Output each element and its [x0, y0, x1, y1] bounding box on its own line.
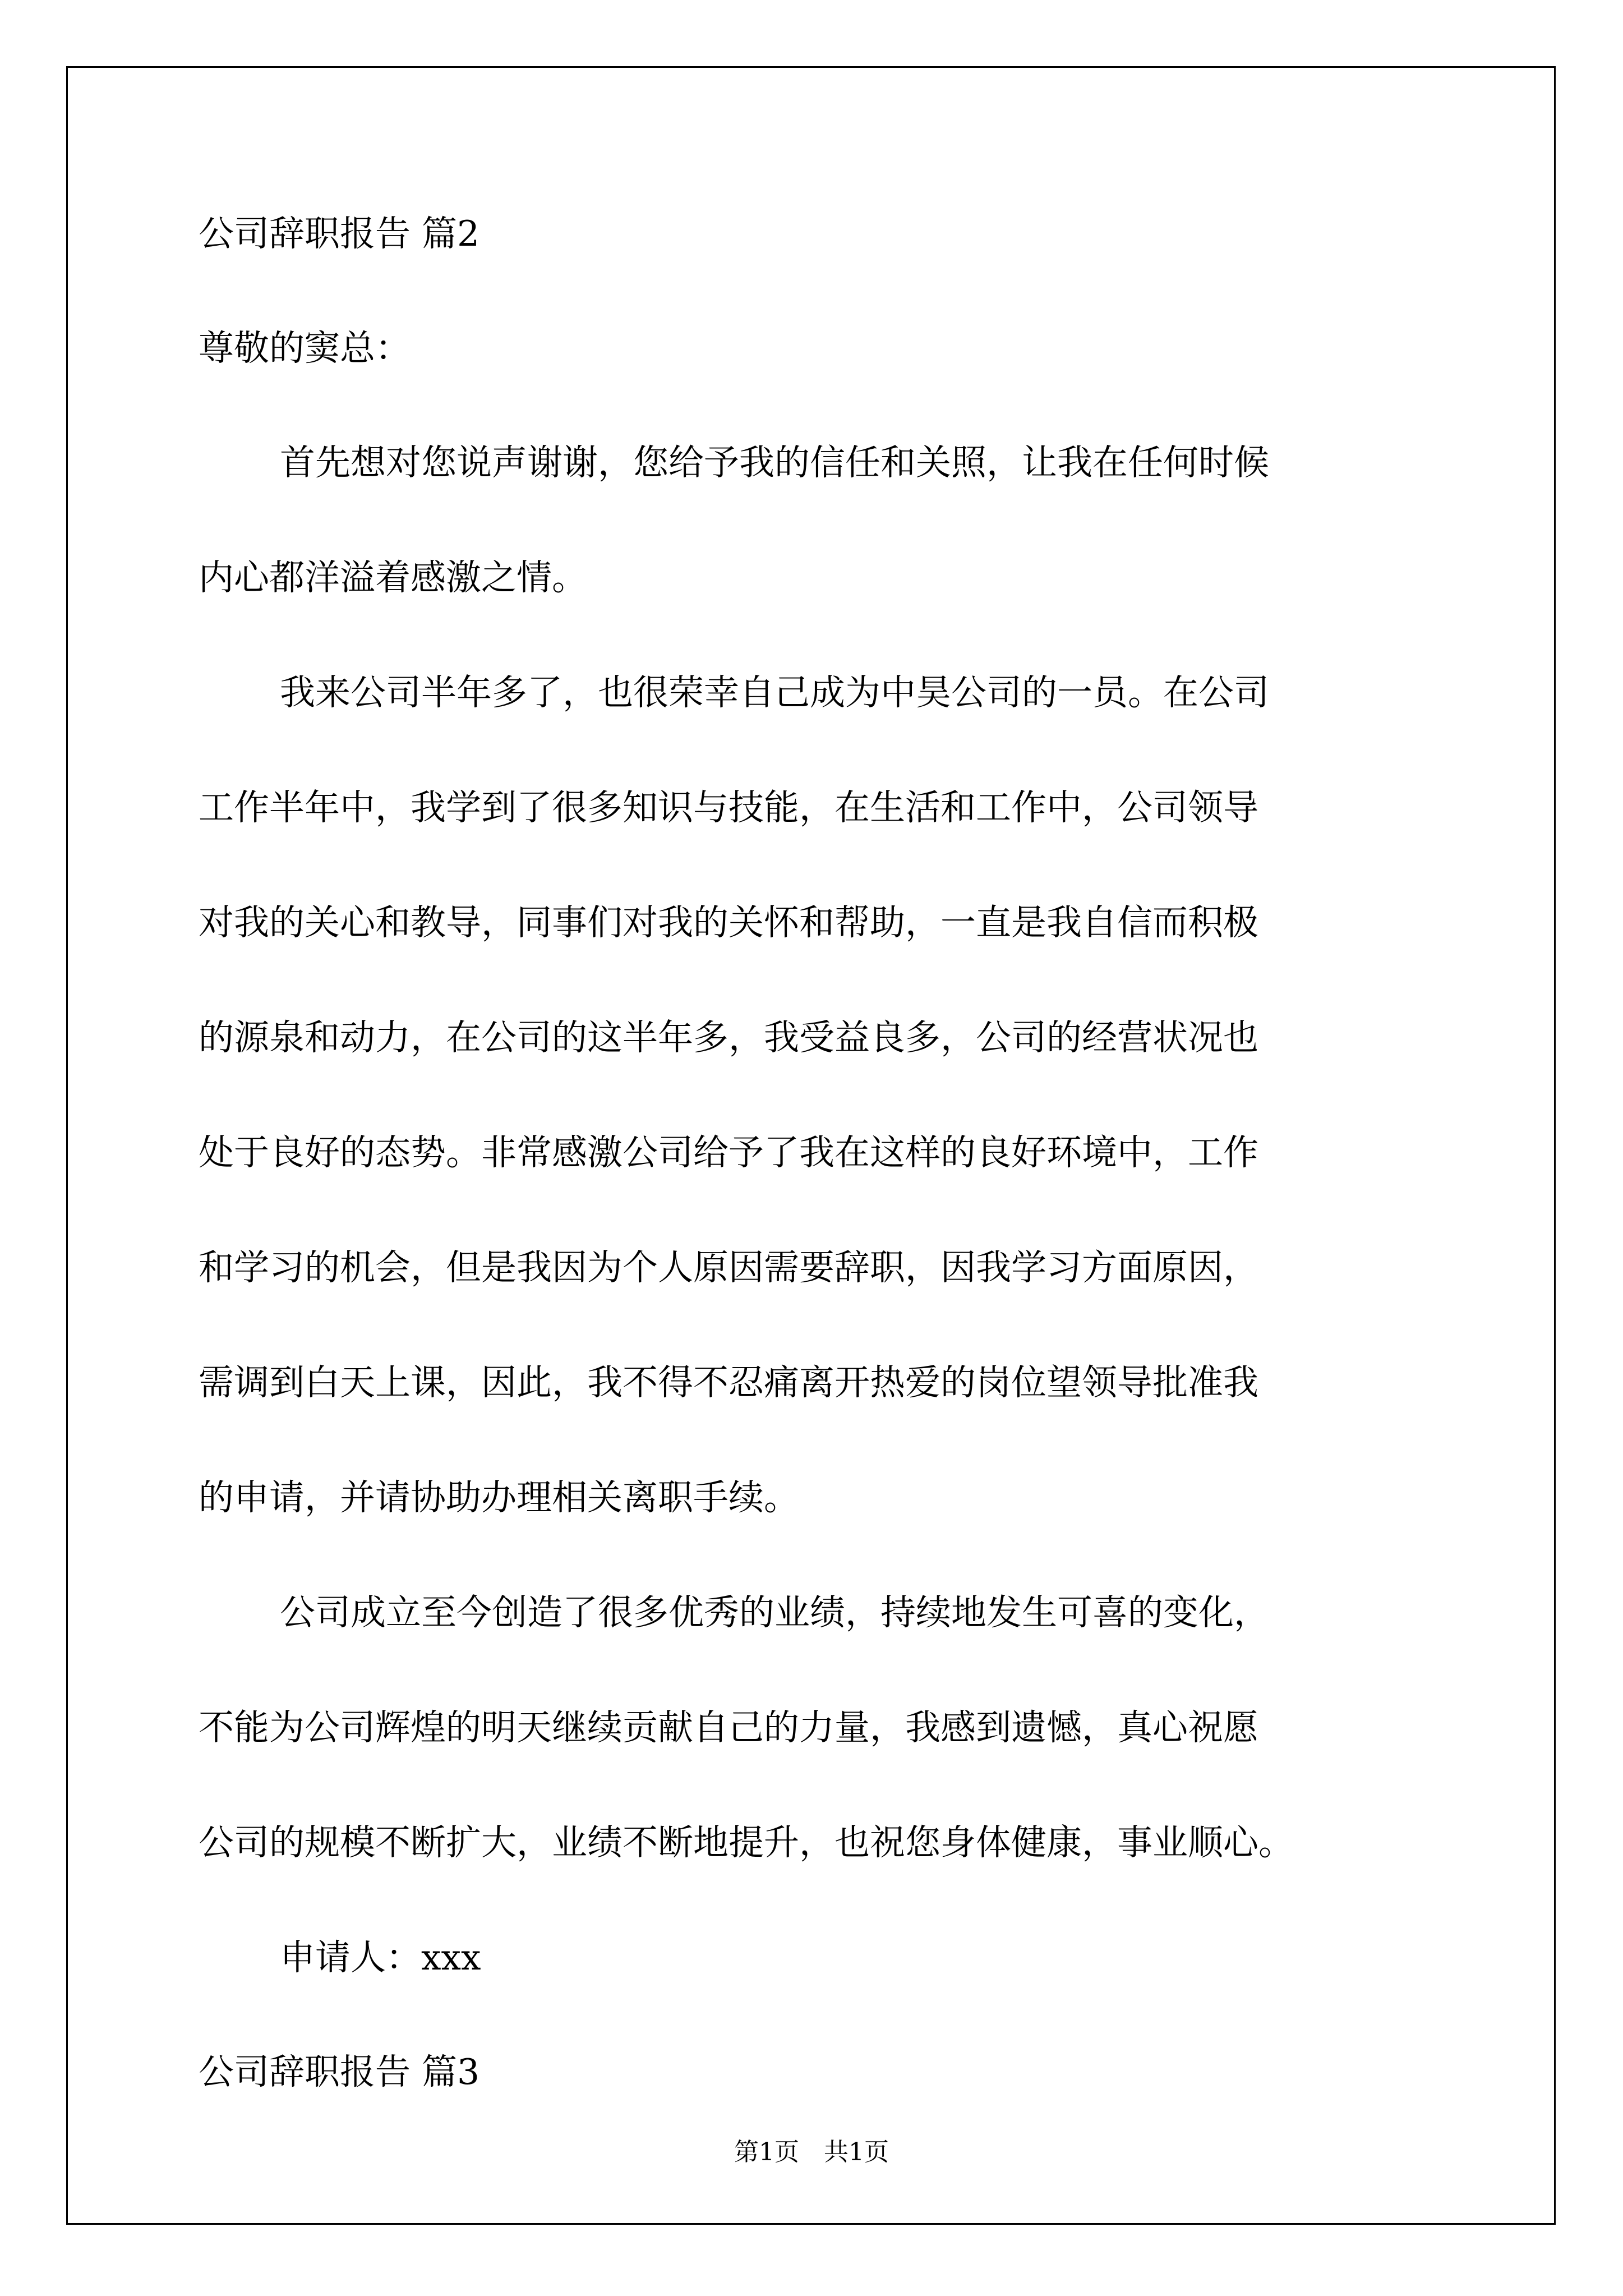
paragraph-line: 首先想对您说声谢谢，您给予我的信任和关照，让我在任何时候: [280, 442, 1269, 483]
paragraph-line: 公司的规模不断扩大，业绩不断地提升，也祝您身体健康，事业顺心。: [199, 1822, 1294, 1863]
paragraph-line: 的申请，并请协助办理相关离职手续。: [199, 1477, 799, 1518]
paragraph-line: 对我的关心和教导，同事们对我的关怀和帮助，一直是我自信而积极: [199, 902, 1258, 943]
paragraph-line: 不能为公司辉煌的明天继续贡献自己的力量，我感到遗憾，真心祝愿: [199, 1707, 1258, 1748]
paragraph-line: 公司成立至今创造了很多优秀的业绩，持续地发生可喜的变化，: [280, 1592, 1269, 1633]
paragraph-line: 我来公司半年多了，也很荣幸自己成为中昊公司的一员。在公司: [280, 672, 1269, 713]
document-body: [199, 212, 1424, 2093]
paragraph-line: 的源泉和动力，在公司的这半年多，我受益良多，公司的经营状况也: [199, 1017, 1258, 1058]
paragraph-line: 和学习的机会，但是我因为个人原因需要辞职，因我学习方面原因，: [199, 1247, 1258, 1288]
section-title: 公司辞职报告 篇2: [199, 213, 480, 254]
paragraph-line: 需调到白天上课，因此，我不得不忍痛离开热爱的岗位望领导批准我: [199, 1362, 1258, 1403]
paragraph-line: 处于良好的态势。非常感激公司给予了我在这样的良好环境中，工作: [199, 1132, 1258, 1173]
signature: 申请人：xxx: [280, 1937, 481, 1978]
salutation: 尊敬的窦总：: [199, 328, 411, 369]
paragraph-line: 内心都洋溢着感激之情。: [199, 557, 587, 598]
page-indicator: 第1页 共1页: [734, 2138, 889, 2166]
paragraph-line: 工作半年中，我学到了很多知识与技能，在生活和工作中，公司领导: [199, 787, 1258, 828]
section-title: 公司辞职报告 篇3: [199, 2051, 480, 2092]
